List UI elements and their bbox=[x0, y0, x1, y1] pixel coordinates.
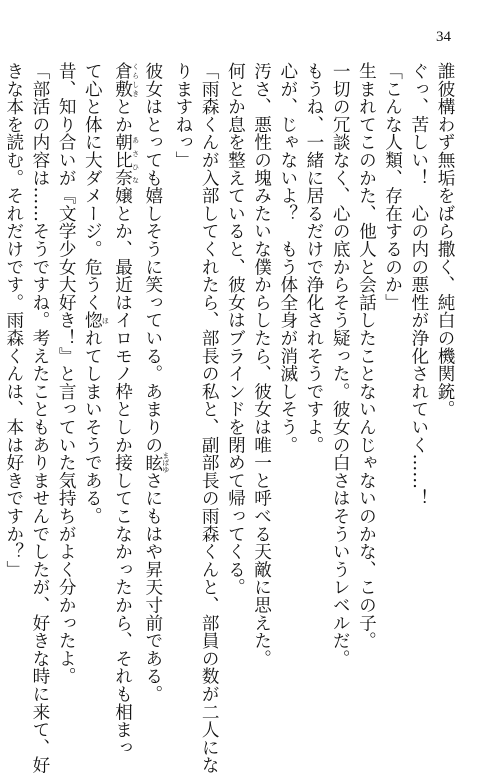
ruby-reading: あさひな bbox=[131, 133, 140, 187]
ruby-reading: ほ bbox=[101, 311, 110, 330]
text-segment: て心と体に大ダメージ。危うく bbox=[82, 62, 103, 312]
text-line: もうね、一緒に居るだけで浄化されそうですよ。 bbox=[303, 62, 324, 454]
ruby-word bbox=[142, 452, 170, 474]
page-number: 34 bbox=[436, 29, 451, 45]
text-line: 一切の冗談なく、心の底からそう疑った。彼女の白さはそういうレベルだ。 bbox=[330, 62, 351, 668]
text-line: きな本を読む。それだけです。雨森くんは、本は好きですか？」 bbox=[3, 62, 24, 579]
ruby-word bbox=[112, 62, 140, 98]
ruby-base: 朝比奈 bbox=[112, 133, 133, 187]
text-segment: とか bbox=[112, 97, 133, 134]
text-line: 「雨森くんが入部してくれたら、部長の私と、副部長の雨森くんと、部員の数が二人にな bbox=[199, 62, 220, 774]
text-line bbox=[140, 62, 170, 703]
ruby-base: 眩 bbox=[142, 452, 163, 474]
text-line bbox=[79, 62, 109, 690]
text-line: 誰彼構わず無垢をばら撒く、純白の機関銃。 bbox=[435, 62, 455, 418]
text-line: 心が、じゃないよ？ もう体全身が消滅しそう。 bbox=[277, 62, 298, 454]
text-segment: 嬢とか、最近はイロモノ枠としか接してこなかったから、それも相まっ bbox=[112, 186, 133, 757]
text-line: 昔、知り合いが『文学少女大好き！』と言っていた気持ちがよく分かったよ。 bbox=[56, 62, 77, 685]
text-line: りますねっ」 bbox=[172, 62, 193, 169]
body-text bbox=[3, 62, 458, 774]
ruby-base: 倉敷 bbox=[112, 62, 133, 98]
text-line bbox=[109, 62, 140, 757]
text-line: 汚さ、悪性の塊みたいな僕からしたら、彼女は唯一と呼べる天敵に思えた。 bbox=[251, 62, 272, 668]
text-line: 生まれてこのかた、他人と会話したことないんじゃないのかな、この子。 bbox=[356, 62, 377, 650]
text-line: ぐっ、苦しい！ 心の内の悪性が浄化されていく……！ bbox=[408, 62, 429, 507]
ruby-reading: まばゆ bbox=[161, 452, 170, 474]
text-line: 「部活の内容は……そうですね。考えたこともありませんでしたが、好きな時に来て、好 bbox=[29, 62, 50, 774]
ruby-word bbox=[112, 133, 140, 187]
text-segment: さにもはや昇天寸前である。 bbox=[142, 471, 163, 703]
text-line: 何とか息を整えていると、彼女はブラインドを閉めて帰ってくる。 bbox=[225, 62, 246, 596]
text-line: 「こんな人類、存在するのか」 bbox=[382, 62, 403, 312]
text-segment: 彼女はとっても嬉しそうに笑っている。あまりの bbox=[142, 62, 163, 454]
text-segment: れてしまいそうである。 bbox=[82, 329, 103, 525]
ruby-word bbox=[82, 311, 110, 330]
ruby-base: 惚 bbox=[82, 311, 103, 330]
ruby-reading: くらしき bbox=[131, 62, 140, 98]
